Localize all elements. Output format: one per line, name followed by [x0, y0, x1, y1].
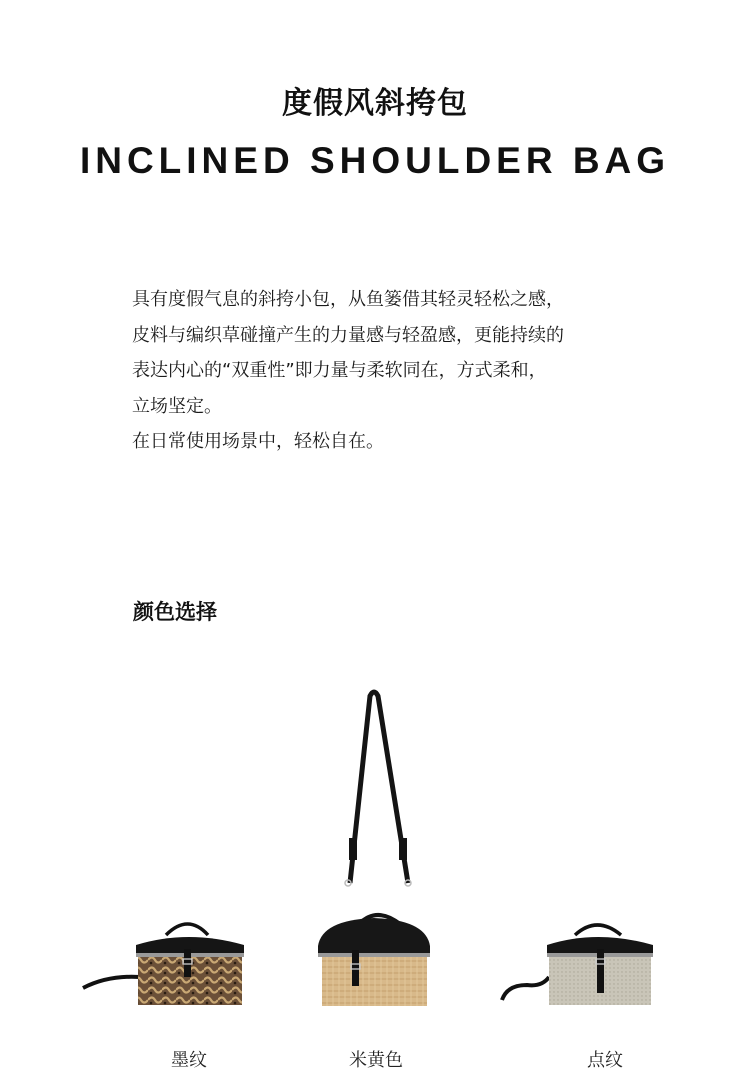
- color-label-mihuangse[interactable]: 米黄色: [349, 1050, 403, 1071]
- color-label-mowen[interactable]: 墨纹: [171, 1050, 207, 1071]
- color-option-mowen[interactable]: [78, 915, 248, 1010]
- straw-bag-image: [312, 688, 437, 1008]
- product-description: [132, 282, 652, 460]
- description-line: 在日常使用场景中，轻松自在。: [132, 431, 384, 452]
- color-section-title: 颜色选择: [133, 600, 217, 624]
- color-option-mihuangse[interactable]: [312, 688, 437, 1008]
- description-line: 立场坚定。: [132, 395, 222, 417]
- description-line: 表达内心的“双重性”即力量与柔软同在，方式柔和，: [132, 360, 547, 381]
- description-line: 具有度假气息的斜挎小包，从鱼篓借其轻灵轻松之感，: [132, 289, 564, 310]
- page-title-cn: 度假风斜挎包: [282, 86, 468, 121]
- snake-pattern-bag-image: [78, 915, 248, 1010]
- description-line: 皮料与编织草碰撞产生的力量感与轻盈感，更能持续的: [132, 324, 564, 346]
- color-label-dianwen[interactable]: 点纹: [587, 1050, 623, 1071]
- color-option-dianwen[interactable]: [497, 915, 662, 1010]
- page-title-en: INCLINED SHOULDER BAG: [79, 140, 671, 181]
- canvas-bag-image: [497, 915, 662, 1010]
